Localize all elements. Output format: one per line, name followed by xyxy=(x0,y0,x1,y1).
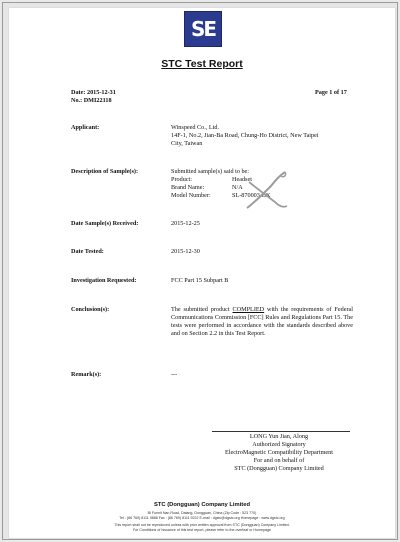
received-label: Date Sample(s) Received: xyxy=(71,220,139,227)
report-number: No.: DMI22118 xyxy=(71,97,112,104)
model-label: Model Number: xyxy=(171,192,211,199)
footer-company: STC (Dongguan) Company Limited xyxy=(154,502,250,508)
applicant-address-1: 14F-1, No.2, Jian-Ba Road, Chung-Ho District, New Taipei xyxy=(171,132,319,139)
conclusion-status: COMPLIED xyxy=(232,306,265,313)
model-value: SL-870003-BK xyxy=(232,192,271,199)
signatory-role: Authorized Signatory xyxy=(252,441,306,448)
brand-value: N/A xyxy=(232,184,243,191)
footer-disclaimer-1: This report shall not be reproduced unless with prior written approval from STC (Dongguan) Company Limited. xyxy=(114,523,290,527)
tested-label: Date Tested: xyxy=(71,248,104,255)
handwritten-mark xyxy=(241,168,291,214)
applicant-label: Applicant: xyxy=(71,124,100,131)
investigation-label: Investigation Requested: xyxy=(71,277,137,284)
document-frame xyxy=(2,2,398,540)
signatory-company: STC (Dongguan) Company Limited xyxy=(234,465,324,472)
report-page xyxy=(9,8,395,538)
applicant-name: Winspeed Co., Ltd. xyxy=(171,124,220,131)
remarks-value: --- xyxy=(171,371,178,378)
stc-logo: SE xyxy=(184,11,222,47)
investigation-value: FCC Part 15 Subpart B xyxy=(171,277,229,284)
report-date: Date: 2015-12-31 xyxy=(71,89,116,96)
footer-contact: Tel : (86 769) 8111 9888 Fax : (86 769) 8111 9222 E-mail : dgstc@dgstc.org Homepage : www.dgstc.org xyxy=(119,516,285,520)
remarks-label: Remark(s): xyxy=(71,371,102,378)
product-label: Product: xyxy=(171,176,192,183)
tested-value: 2015-12-30 xyxy=(171,248,200,255)
footer-address: Bi Funnit Nan Road, Dalang, Dongguan, China (Zip Code : 523 770) xyxy=(147,511,257,515)
report-title: STC Test Report xyxy=(161,58,243,70)
conclusion-label: Conclusion(s): xyxy=(71,306,110,313)
conclusion-post: with the requirements of Federal Communications Commission [FCC] Rules and Regulations Part 15. The tests were performed in accordance with the standards described above and on Section 2.2 in this Test Report. xyxy=(171,306,353,337)
footer-disclaimer-2: For Conditions of Issuance of this test report, please refer to the overleaf or Homepage xyxy=(132,528,272,532)
description-intro: Submitted sample(s) said to be: xyxy=(171,168,250,175)
conclusion-text xyxy=(171,306,353,338)
signature-line xyxy=(212,431,350,432)
signatory-department: ElectroMagnetic Compatibility Department xyxy=(225,449,333,456)
page-number: Page 1 of 17 xyxy=(315,89,347,96)
conclusion-pre: The submitted product xyxy=(171,306,233,313)
product-value: Headset xyxy=(232,176,252,183)
brand-label: Brand Name: xyxy=(171,184,205,191)
received-value: 2015-12-25 xyxy=(171,220,200,227)
applicant-address-2: City, Taiwan xyxy=(171,140,203,147)
signatory-behalf: For and on behalf of xyxy=(253,457,305,464)
description-label: Description of Sample(s): xyxy=(71,168,139,175)
signatory-name: LONG Yun Jian, Along xyxy=(249,433,309,440)
